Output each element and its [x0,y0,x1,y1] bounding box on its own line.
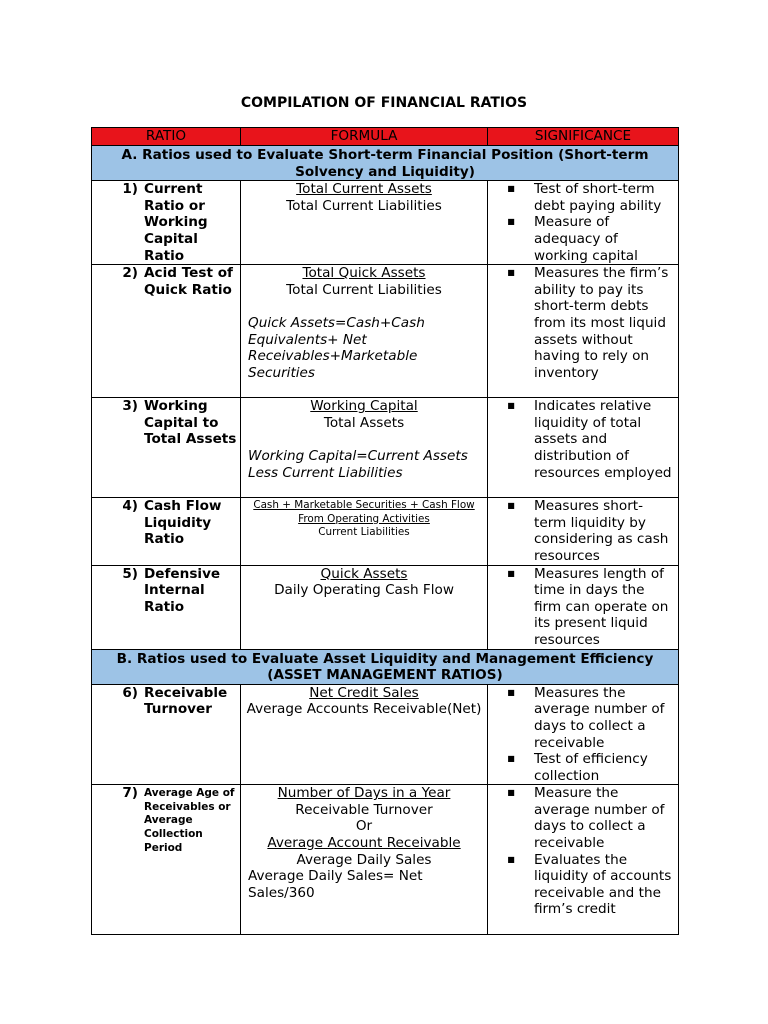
ratio-name: Defensive Internal Ratio [144,565,221,615]
formula-denominator: Current Liabilities [318,526,410,539]
formula-denominator: Total Current Liabilities [286,197,442,214]
ratio-cell [92,684,241,785]
list-item: ■ Measures the average number of days to collect a receivable [488,685,674,751]
significance-cell [488,684,679,785]
list-item: ■ Measure the average number of days to collect a receivable [488,785,674,851]
bullet-icon: ■ [507,268,515,278]
significance-cell [488,181,679,265]
ratio-number: 3) [122,398,138,415]
bullet-icon: ■ [507,568,515,578]
formula-numerator: Net Credit Sales [309,684,419,701]
formula-note: Average Daily Sales= Net Sales/360 [248,868,423,901]
formula-numerator: Cash + Marketable Securities + Cash Flow From Operating Activities [253,499,475,525]
section-b-label: B. Ratios used to Evaluate Asset Liquidity and Management Efficiency (ASSET MANAGEMENT RATIOS) [92,649,679,684]
formula-numerator: Number of Days in a Year [277,785,451,802]
formula-note: Quick Assets=Cash+Cash Equivalents+ Net Receivables+Marketable Securities [248,314,425,381]
formula-denominator: Daily Operating Cash Flow [274,582,454,599]
section-a-label: A. Ratios used to Evaluate Short-term Financial Position (Short-term Solvency and Liquidity) [92,146,679,181]
formula-cell [241,181,488,265]
list-item: ■ Test of efficiency collection [488,751,674,784]
ratio-number: 1) [122,181,138,198]
formula-denominator-alt: Average Daily Sales [296,851,432,868]
ratio-name: Cash Flow Liquidity Ratio [144,498,222,548]
formula-denominator: Average Accounts Receivable(Net) [246,701,482,718]
table-row [92,398,679,498]
bullet-icon: ■ [507,184,515,194]
ratio-number: 5) [122,565,138,582]
significance-cell [488,565,679,649]
list-item: ■ Measure of adequacy of working capital [488,214,674,264]
section-a-row [92,146,679,181]
formula-cell [241,498,488,565]
formula-denominator: Total Current Liabilities [286,281,442,298]
formula-cell [241,565,488,649]
ratio-cell [92,785,241,935]
formula-numerator: Total Current Assets [296,181,432,198]
ratio-cell [92,498,241,565]
significance-cell [488,265,679,398]
ratio-name: Acid Test of Quick Ratio [144,265,233,298]
formula-numerator: Quick Assets [320,565,408,582]
formula-numerator: Total Quick Assets [302,265,426,282]
bullet-icon: ■ [507,854,515,864]
table-row [92,565,679,649]
formula-or: Or [355,818,373,835]
formula-cell [241,785,488,935]
table-row [92,684,679,785]
table-row [92,265,679,398]
formula-denominator: Total Assets [323,414,405,431]
table-row [92,498,679,565]
table-row [92,181,679,265]
list-item: ■ Measures short-term liquidity by considering as cash resources [488,498,674,564]
header-formula: FORMULA [241,128,488,146]
significance-cell [488,785,679,935]
document-title: COMPILATION OF FINANCIAL RATIOS [240,95,528,111]
formula-cell [241,398,488,498]
ratio-name: Current Ratio or Working Capital Ratio [144,181,208,264]
ratio-number: 4) [122,498,138,515]
significance-cell [488,398,679,498]
formula-cell [241,684,488,785]
bullet-icon: ■ [507,754,515,764]
ratio-cell [92,398,241,498]
ratio-name: Average Age of Receivables or Average Collection Period [144,787,235,854]
list-item: ■ Measures length of time in days the firm can operate on its present liquid resources [488,566,674,649]
header-ratio: RATIO [92,128,241,146]
ratio-name: Receivable Turnover [144,684,228,718]
table-header-row [92,128,679,146]
table-row [92,785,679,935]
formula-note: Working Capital=Current Assets Less Current Liabilities [248,447,468,481]
bullet-icon: ■ [507,401,515,411]
list-item: ■ Indicates relative liquidity of total assets and distribution of resources employed [488,398,674,481]
section-b-row [92,649,679,684]
formula-numerator: Working Capital [310,398,418,415]
ratio-number: 7) [122,785,138,802]
significance-cell [488,498,679,565]
header-significance: SIGNIFICANCE [488,128,679,146]
ratio-number: 2) [122,265,138,282]
ratio-name: Working Capital to Total Assets [144,398,237,448]
financial-ratios-table [91,127,679,935]
bullet-icon: ■ [507,687,515,697]
ratio-number: 6) [122,684,138,701]
bullet-icon: ■ [507,788,515,798]
ratio-cell [92,565,241,649]
bullet-icon: ■ [507,501,515,511]
ratio-cell [92,181,241,265]
formula-denominator: Receivable Turnover [295,801,433,818]
ratio-cell [92,265,241,398]
list-item: ■ Test of short-term debt paying ability [488,181,674,214]
formula-numerator-alt: Average Account Receivable [267,835,461,852]
formula-cell [241,265,488,398]
bullet-icon: ■ [507,217,515,227]
list-item: ■ Evaluates the liquidity of accounts receivable and the firm’s credit [488,852,674,918]
list-item: ■ Measures the firm’s ability to pay its short-term debts from its most liquid assets without having to rely on inventory [488,265,674,381]
